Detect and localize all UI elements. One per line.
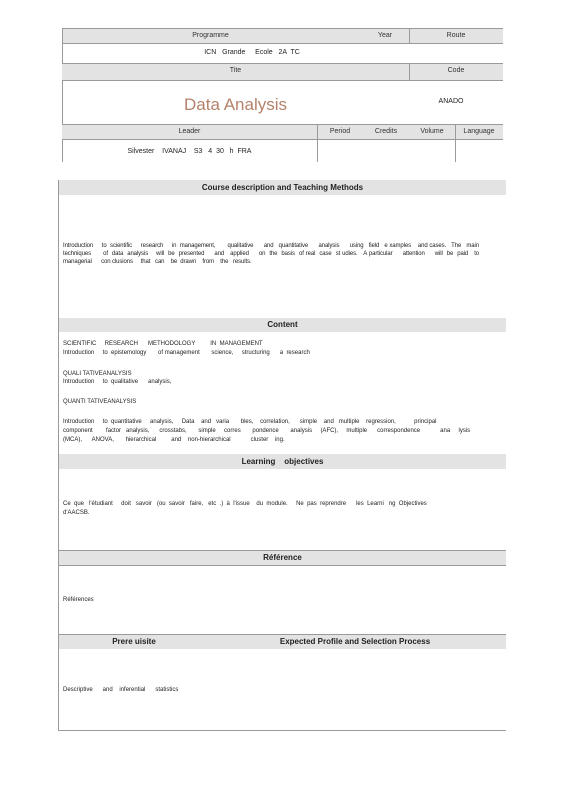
route-label: Route	[446, 32, 466, 39]
objectives-line: Ce que l'étudiant doit savoir (ou savoir faire, etc .) à l'issue du module. Ne pas reprendre les Learni ng Objectives	[63, 501, 427, 507]
course-code: ANADO	[438, 98, 464, 105]
objectives-heading: Learning objectives	[241, 457, 324, 466]
content-line: Introduction to qualitative analysis,	[63, 379, 172, 385]
content-line: QUALI TATIVEANALYSIS	[63, 371, 132, 377]
body-bottom-border	[58, 730, 506, 731]
course-heading: Course description and Teaching Methods	[201, 183, 364, 192]
language-label: Language	[463, 128, 495, 135]
course-description: Introduction to scientific research in management, qualitative and quantitative analysis using field e xamples and cases. The main techniques of data analysis will be presented and applied on the basis of real case st udies. A particular attention will be paid to managerial con clusions that can be drawn from the results.	[63, 243, 484, 265]
content-heading: Content	[267, 320, 298, 329]
title-label: Tite	[229, 67, 242, 74]
content-line: component factor analysis, crosstabs, simple corres pondence analysis (AFC), multiple correspondence ana lysis	[63, 428, 471, 434]
year-label: Year	[377, 32, 393, 39]
reference-heading: Référence	[263, 553, 302, 562]
objectives-line: d'AACSB.	[63, 510, 90, 516]
content-line: SCIENTIFIC RESEARCH METHODOLOGY IN MANAGEMENT	[63, 341, 263, 347]
prereq-heading: Prere uisite	[112, 637, 156, 646]
credits-label: Credits	[374, 128, 398, 135]
course-title: Data Analysis	[184, 95, 287, 114]
prereq-text: Descriptive and inferential statistics	[63, 687, 179, 693]
volume-label: Volume	[420, 128, 444, 135]
code-label: Code	[447, 67, 465, 74]
content-line: (MCA), ANOVA, hierarchical and non-hierarchical cluster ing.	[63, 437, 285, 443]
content-line: Introduction to quantitative analysis, Data and varia bles, correlation, simple and multiple regression, principal	[63, 419, 437, 425]
period-label: Period	[329, 128, 351, 135]
programme-value: ICN Grande Ecole 2A TC	[204, 49, 300, 56]
programme-label: Programme	[192, 32, 229, 39]
content-line: Introduction to epistemology of management science, structuring a research	[63, 350, 310, 356]
leader-label: Leader	[178, 128, 201, 135]
profile-heading: Expected Profile and Selection Process	[279, 637, 431, 646]
reference-text: Références	[63, 597, 94, 603]
content-line: QUANTI TATIVEANALYSIS	[63, 399, 137, 405]
leader-value: Silvester IVANAJ S3 4 30 h FRA	[127, 148, 252, 155]
